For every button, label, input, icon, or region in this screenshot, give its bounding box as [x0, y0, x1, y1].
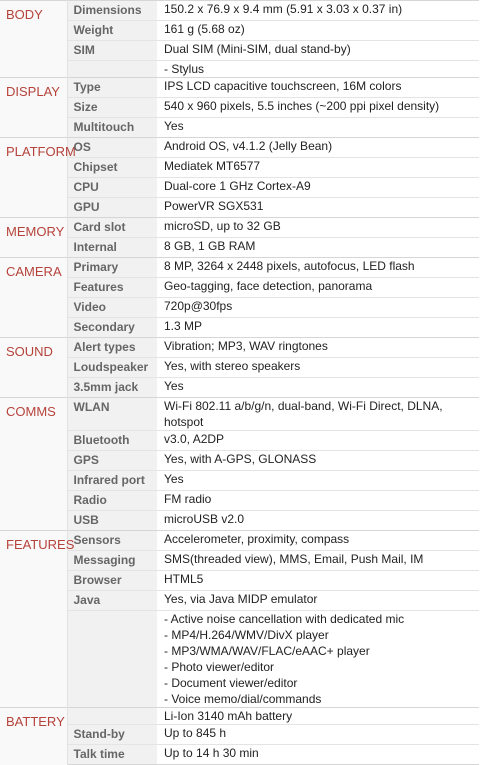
spec-value-line: - Document viewer/editor [164, 676, 298, 690]
spec-value [157, 725, 479, 745]
spec-label[interactable]: Weight [67, 21, 157, 41]
spec-label[interactable]: Stand-by [67, 725, 157, 745]
spec-value-line: IPS LCD capacitive touchscreen, 16M colors [164, 79, 402, 93]
spec-row [0, 258, 479, 278]
spec-value-line: Accelerometer, proximity, compass [164, 532, 350, 546]
spec-label[interactable]: Alert types [67, 338, 157, 358]
spec-label[interactable]: Size [67, 98, 157, 118]
spec-value [157, 138, 479, 158]
spec-label[interactable]: Loudspeaker [67, 358, 157, 378]
spec-value-line: - Stylus [164, 62, 205, 76]
spec-value-line: Yes, via Java MIDP emulator [164, 592, 318, 606]
spec-row [0, 178, 479, 198]
spec-value-line: - Voice memo/dial/commands [164, 692, 322, 706]
spec-label[interactable]: Infrared port [67, 471, 157, 491]
spec-value [157, 41, 479, 61]
category-battery[interactable]: BATTERY [0, 708, 67, 765]
spec-row [0, 591, 479, 611]
spec-value-line: Yes, with stereo speakers [164, 359, 301, 373]
spec-label[interactable]: 3.5mm jack [67, 378, 157, 398]
spec-value [157, 318, 479, 338]
spec-value-line: - MP4/H.264/WMV/DivX player [164, 628, 329, 642]
spec-value-line: PowerVR SGX531 [164, 199, 264, 213]
spec-row [0, 725, 479, 745]
spec-value-line: Yes [164, 119, 184, 133]
spec-row [0, 218, 479, 238]
spec-label[interactable]: Type [67, 78, 157, 98]
spec-label[interactable]: GPS [67, 451, 157, 471]
spec-value-line: - Photo viewer/editor [164, 660, 275, 674]
category-memory[interactable]: MEMORY [0, 218, 67, 258]
spec-row [0, 158, 479, 178]
spec-label[interactable]: Messaging [67, 551, 157, 571]
spec-label[interactable]: Dimensions [67, 1, 157, 21]
spec-value [157, 378, 479, 398]
spec-row [0, 41, 479, 61]
spec-label[interactable]: USB [67, 511, 157, 531]
spec-value-line: 161 g (5.68 oz) [164, 22, 245, 36]
spec-value-line: Yes [164, 379, 184, 393]
spec-row [0, 338, 479, 358]
spec-label[interactable]: Chipset [67, 158, 157, 178]
spec-row [0, 551, 479, 571]
spec-value [157, 591, 479, 611]
spec-row [0, 78, 479, 98]
spec-value [157, 258, 479, 278]
spec-label[interactable]: Bluetooth [67, 431, 157, 451]
spec-row [0, 61, 479, 78]
spec-row [0, 491, 479, 511]
spec-row [0, 611, 479, 708]
spec-value-line: hotspot [164, 415, 204, 429]
spec-value [157, 21, 479, 41]
spec-value [157, 431, 479, 451]
spec-value [157, 358, 479, 378]
spec-label [67, 611, 157, 708]
spec-value-line: microUSB v2.0 [164, 512, 245, 526]
spec-row [0, 745, 479, 765]
spec-value [157, 98, 479, 118]
spec-value-line: - MP3/WMA/WAV/FLAC/eAAC+ player [164, 644, 370, 658]
spec-label[interactable]: SIM [67, 41, 157, 61]
spec-value [157, 298, 479, 318]
spec-value-line: HTML5 [164, 572, 204, 586]
category-sound[interactable]: SOUND [0, 338, 67, 398]
spec-row [0, 1, 479, 21]
category-comms[interactable]: COMMS [0, 398, 67, 531]
spec-value-line: Wi-Fi 802.11 a/b/g/n, dual-band, Wi-Fi Direct, DLNA, [164, 399, 443, 413]
spec-value [157, 491, 479, 511]
category-platform[interactable]: PLATFORM [0, 138, 67, 218]
spec-value-line: FM radio [164, 492, 212, 506]
spec-row [0, 471, 479, 491]
spec-value [157, 398, 479, 431]
spec-value [157, 218, 479, 238]
spec-value-line: SMS(threaded view), MMS, Email, Push Mail, IM [164, 552, 424, 566]
spec-value [157, 531, 479, 551]
spec-row [0, 398, 479, 431]
spec-value [157, 118, 479, 138]
spec-label[interactable]: GPU [67, 198, 157, 218]
spec-value [157, 745, 479, 765]
spec-value-line: 8 MP, 3264 x 2448 pixels, autofocus, LED flash [164, 259, 415, 273]
category-camera[interactable]: CAMERA [0, 258, 67, 338]
spec-row [0, 451, 479, 471]
spec-row [0, 318, 479, 338]
spec-label[interactable]: Radio [67, 491, 157, 511]
spec-value-line: Dual-core 1 GHz Cortex-A9 [164, 179, 311, 193]
spec-value-line: microSD, up to 32 GB [164, 219, 281, 233]
spec-value [157, 471, 479, 491]
spec-value-line: Dual SIM (Mini-SIM, dual stand-by) [164, 42, 351, 56]
spec-value-line: Li-Ion 3140 mAh battery [164, 709, 293, 723]
spec-value-line: - Active noise cancellation with dedicated mic [164, 612, 405, 626]
spec-value [157, 571, 479, 591]
spec-label[interactable]: Java [67, 591, 157, 611]
spec-value [157, 338, 479, 358]
spec-value [157, 611, 479, 708]
spec-value [157, 451, 479, 471]
spec-row [0, 511, 479, 531]
spec-row [0, 431, 479, 451]
spec-label[interactable]: Talk time [67, 745, 157, 765]
spec-row [0, 571, 479, 591]
spec-value-line: 8 GB, 1 GB RAM [164, 239, 256, 253]
spec-value [157, 278, 479, 298]
spec-value-line: v3.0, A2DP [164, 432, 225, 446]
spec-value-line: Up to 845 h [164, 726, 227, 740]
spec-value-line: Yes, with A-GPS, GLONASS [164, 452, 317, 466]
category-body[interactable]: BODY [0, 1, 67, 78]
spec-label[interactable]: WLAN [67, 398, 157, 431]
spec-row [0, 298, 479, 318]
category-display[interactable]: DISPLAY [0, 78, 67, 138]
spec-value [157, 1, 479, 21]
spec-value [157, 178, 479, 198]
spec-row [0, 238, 479, 258]
spec-value [157, 551, 479, 571]
spec-value-line: Mediatek MT6577 [164, 159, 261, 173]
spec-row [0, 531, 479, 551]
spec-row [0, 378, 479, 398]
spec-value [157, 198, 479, 218]
spec-row [0, 278, 479, 298]
spec-label [67, 61, 157, 78]
spec-value-line: 540 x 960 pixels, 5.5 inches (~200 ppi pixel density) [164, 99, 440, 113]
spec-row [0, 118, 479, 138]
spec-label [67, 708, 157, 725]
spec-table-body [0, 1, 479, 765]
spec-value [157, 238, 479, 258]
spec-value-line: Vibration; MP3, WAV ringtones [164, 339, 328, 353]
spec-label[interactable]: Card slot [67, 218, 157, 238]
spec-label[interactable]: Internal [67, 238, 157, 258]
spec-label[interactable]: CPU [67, 178, 157, 198]
category-features[interactable]: FEATURES [0, 531, 67, 708]
spec-label[interactable]: Primary [67, 258, 157, 278]
spec-value-line: 150.2 x 76.9 x 9.4 mm (5.91 x 3.03 x 0.37 in) [164, 2, 403, 16]
spec-row [0, 708, 479, 725]
spec-label[interactable]: Browser [67, 571, 157, 591]
spec-value-line: Yes [164, 472, 184, 486]
spec-row [0, 358, 479, 378]
spec-value-line: Geo-tagging, face detection, panorama [164, 279, 373, 293]
spec-label[interactable]: Features [67, 278, 157, 298]
spec-row [0, 98, 479, 118]
spec-label[interactable]: OS [67, 138, 157, 158]
spec-value-line: 720p@30fps [164, 299, 233, 313]
spec-row [0, 138, 479, 158]
spec-value [157, 158, 479, 178]
spec-value [157, 511, 479, 531]
spec-label[interactable]: Multitouch [67, 118, 157, 138]
spec-value-line: Up to 14 h 30 min [164, 746, 259, 760]
spec-value [157, 708, 479, 725]
spec-value [157, 61, 479, 78]
spec-row [0, 198, 479, 218]
spec-row [0, 21, 479, 41]
spec-value [157, 78, 479, 98]
spec-label[interactable]: Sensors [67, 531, 157, 551]
spec-value-line: Android OS, v4.1.2 (Jelly Bean) [164, 139, 333, 153]
spec-label[interactable]: Secondary [67, 318, 157, 338]
spec-value-line: 1.3 MP [164, 319, 203, 333]
spec-label[interactable]: Video [67, 298, 157, 318]
